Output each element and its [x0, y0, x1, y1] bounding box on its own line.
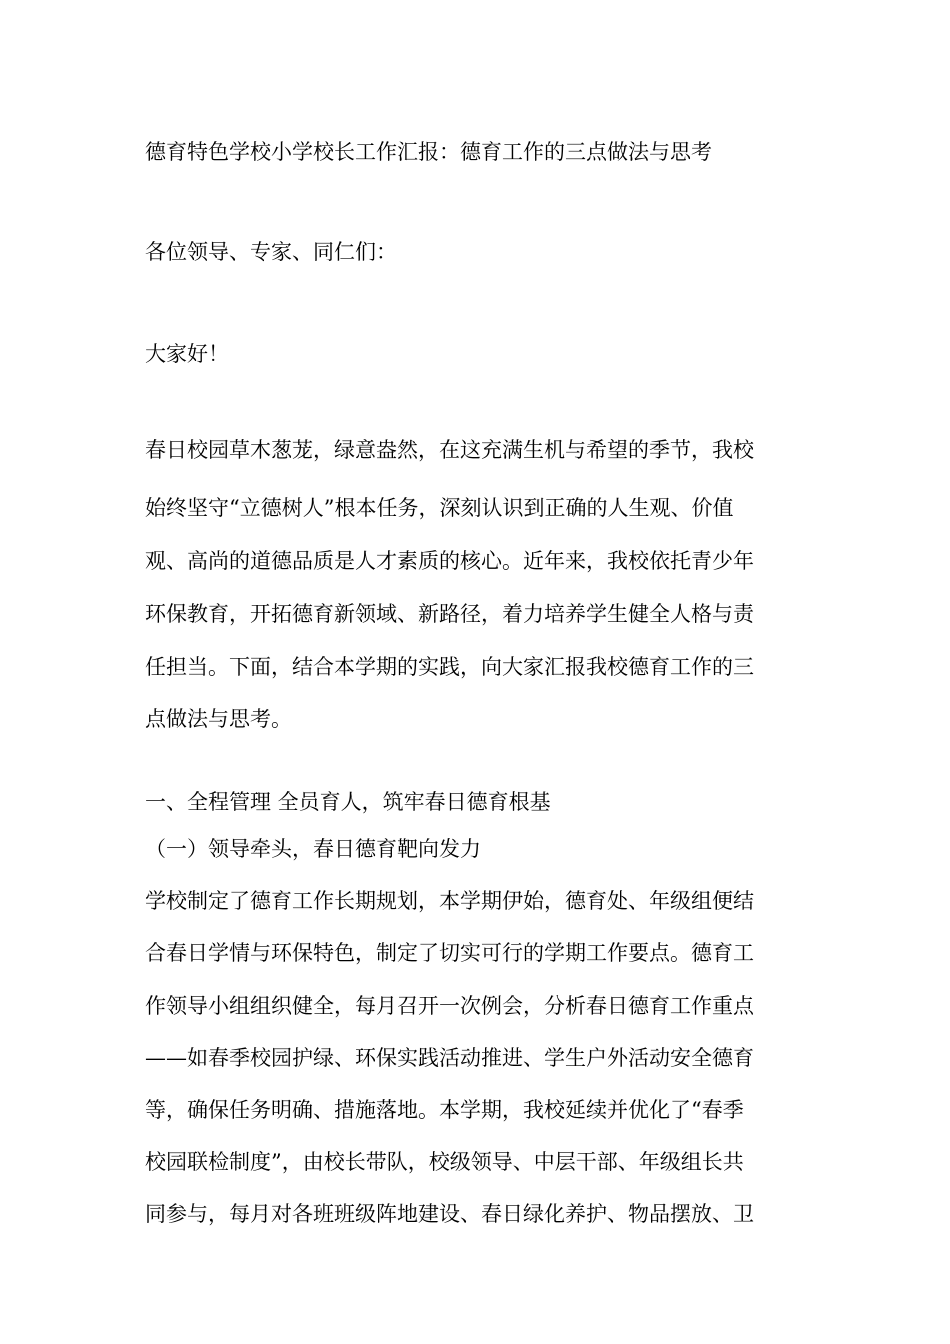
- body-line: 合春日学情与环保特色，制定了切实可行的学期工作要点。德育工: [145, 941, 754, 965]
- intro-line: 始终坚守“立德树人”根本任务，深刻认识到正确的人生观、价值: [145, 496, 734, 520]
- intro-line: 环保教育，开拓德育新领域、新路径，着力培养学生健全人格与责: [145, 602, 754, 626]
- intro-line: 观、高尚的道德品质是人才素质的核心。近年来，我校依托青少年: [145, 549, 754, 573]
- body-line: 校园联检制度”，由校长带队，校级领导、中层干部、年级组长共: [145, 1150, 744, 1174]
- body-line: ——如春季校园护绿、环保实践活动推进、学生户外活动安全德育: [145, 1046, 754, 1070]
- document-title: 德育特色学校小学校长工作汇报：德育工作的三点做法与思考: [145, 140, 712, 164]
- intro-line: 点做法与思考。: [145, 707, 292, 731]
- intro-line: 春日校园草木葱茏，绿意盎然，在这充满生机与希望的季节，我校: [145, 438, 754, 462]
- section-heading: 一、全程管理 全员育人，筑牢春日德育根基: [145, 790, 551, 814]
- body-line: 学校制定了德育工作长期规划，本学期伊始，德育处、年级组便结: [145, 889, 754, 913]
- subsection-heading: （一）领导牵头，春日德育靶向发力: [145, 837, 481, 861]
- greeting: 大家好！: [145, 342, 229, 366]
- body-line: 同参与，每月对各班班级阵地建设、春日绿化养护、物品摆放、卫: [145, 1202, 754, 1226]
- salutation: 各位领导、专家、同仁们：: [145, 240, 397, 264]
- intro-line: 任担当。下面，结合本学期的实践，向大家汇报我校德育工作的三: [145, 655, 754, 679]
- body-line: 等，确保任务明确、措施落地。本学期，我校延续并优化了“春季: [145, 1098, 744, 1122]
- body-line: 作领导小组组织健全，每月召开一次例会，分析春日德育工作重点: [145, 994, 754, 1018]
